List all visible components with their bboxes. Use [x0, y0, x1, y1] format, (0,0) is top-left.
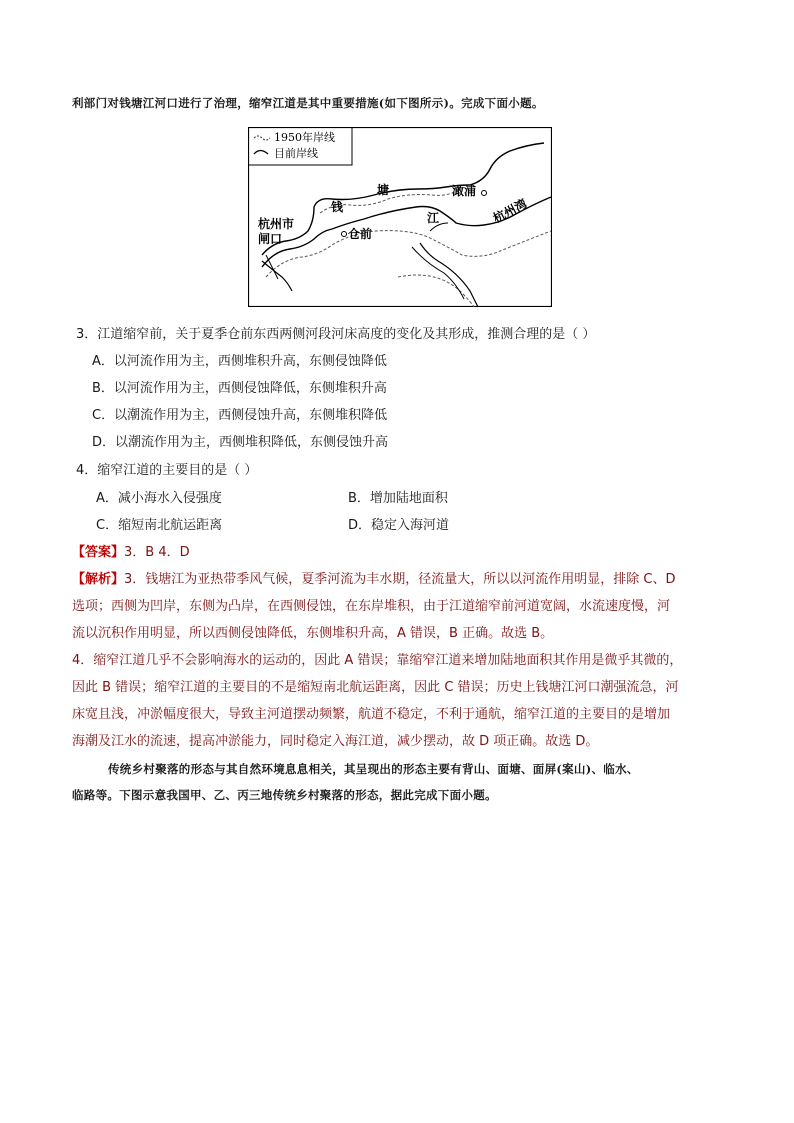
cangqian-label: 仓前: [348, 227, 373, 241]
q4-option-a: A．减小海水入侵强度: [96, 491, 222, 506]
analysis-line-1: [72, 568, 676, 587]
ganpu-label: 澉浦: [452, 184, 477, 198]
analysis-line-2: 选项；西侧为凹岸，东侧为凸岸，在西侧侵蚀，在东岸堆积，由于江道缩窄前河道宽阔，水流速度慢，河: [72, 599, 671, 614]
q3-option-c: C．以潮流作用为主，西侧侵蚀升高，东侧堆积降低: [92, 408, 388, 423]
q4-stem: 4．缩窄江道的主要目的是（ ）: [76, 463, 258, 478]
zhakou-label: 闸口: [258, 232, 283, 246]
analysis-tag: 【解析】: [72, 572, 125, 587]
answer-text: 3．B 4．D: [124, 545, 190, 560]
analysis-line-6: 床宽且浅，冲淤幅度很大，导致主河道摆动频繁，航道不稳定，不利于通航，缩窄江道的主要目的是增加: [72, 707, 671, 722]
river-label-tang: 塘: [377, 183, 390, 197]
qiantang-estuary-map: [248, 127, 552, 307]
legend-1950-label: 1950年岸线: [274, 131, 335, 144]
q3-option-d: D．以潮流作用为主，西侧堆积降低，东侧侵蚀升高: [92, 435, 389, 450]
analysis-line-7: 海潮及江水的流速，提高冲淤能力，同时稳定入海江道，减少摆动，故 D 项正确。故选 D。: [72, 734, 599, 749]
next-intro-line-1: 传统乡村聚落的形态与其自然环境息息相关，其呈现出的形态主要有背山、面塘、面屏(案山)、临水、: [108, 762, 639, 776]
analysis-line-5: 因此 B 错误；缩窄江道的主要目的不是缩短南北航运距离，因此 C 错误；历史上钱塘江河口潮强流急，河: [72, 680, 679, 695]
legend-current-label: 目前岸线: [274, 147, 318, 160]
hangzhou-label: 杭州市: [258, 217, 295, 231]
intro-text: 利部门对钱塘江河口进行了治理，缩窄江道是其中重要措施(如下图所示)。完成下面小题。: [72, 96, 544, 110]
river-label-jiang: 江: [427, 211, 440, 225]
river-label-qian: 钱: [331, 200, 344, 214]
answer-tag: 【答案】: [72, 545, 125, 560]
ganpu-point: [482, 191, 487, 196]
cangqian-point: [342, 232, 347, 237]
q4-option-b: B．增加陆地面积: [348, 491, 448, 506]
analysis-line-4: 4．缩窄江道几乎不会影响海水的运动的，因此 A 错误；靠缩窄江道来增加陆地面积其作用是微乎其微的，: [72, 653, 683, 668]
analysis-text-1: 3．钱塘江为亚热带季风气候，夏季河流为丰水期，径流量大，所以以河流作用明显，排除 C、D: [124, 572, 676, 587]
hangzhou-bay-label: 杭州湾: [490, 196, 530, 226]
analysis-line-3: 流以沉积作用明显，所以西侧侵蚀降低，东侧堆积升高，A 错误，B 正确。故选 B。: [72, 626, 554, 641]
q3-option-a: A．以河流作用为主，西侧堆积升高，东侧侵蚀降低: [92, 354, 387, 369]
q4-option-c: C．缩短南北航运距离: [96, 518, 223, 533]
q3-option-b: B．以河流作用为主，西侧侵蚀降低，东侧堆积升高: [92, 381, 387, 396]
answer-line: [72, 541, 190, 560]
next-intro-line-2: 临路等。下图示意我国甲、乙、丙三地传统乡村聚落的形态，据此完成下面小题。: [72, 788, 497, 802]
q4-option-d: D．稳定入海河道: [348, 518, 450, 533]
q3-stem: 3．江道缩窄前，关于夏季仓前东西两侧河段河床高度的变化及其形成，推测合理的是（ ）: [76, 327, 596, 342]
